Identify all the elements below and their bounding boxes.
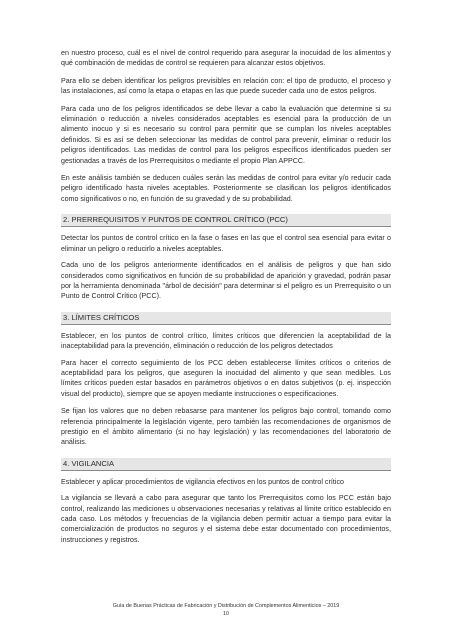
section-lead: Establecer y aplicar procedimientos de vigilancia efectivos en los puntos de control crítico bbox=[61, 477, 344, 486]
section-paragraph: Cada uno de los peligros anteriormente identificados en el análisis de peligros y que han sido considerados como significativos en función de su probabilidad de aparición y gravedad, podrán pasar por la herramienta denominada "árbol de decisión" para determinar si el peligro es un Prerrequisito o un Punto de Control Crítico (PCC). bbox=[61, 261, 391, 301]
section-paragraph: Para hacer el correcto seguimiento de los PCC deben establecerse límites críticos o criterios de aceptabilidad para los peligros, que aseguren la inocuidad del alimento y que sean medibles. Los límites críticos pueden estar basados en parámetros objetivos o en datos subjetivos (p. ej. inspección visual del producto), siempre que se apoyen mediante instrucciones o especificaciones. bbox=[61, 358, 391, 398]
page-content bbox=[61, 48, 391, 552]
section-paragraph: Se fijan los valores que no deben rebasarse para mantener los peligros bajo control, tomando como referencia principalmente la legislación vigente, pero también las recomendaciones de organismos de prestigio en el ámbito alimentario (si no hay legislación) y las recomendaciones del laboratorio de análisis. bbox=[61, 407, 391, 447]
intro-paragraph: En este análisis también se deducen cuáles serán las medidas de control para evitar y/o reducir cada peligro identificado hasta niveles aceptables. Posteriormente se clasifican los peligros identificados como significativos o no, en función de su gravedad y de su probabilidad. bbox=[61, 174, 391, 203]
page-footer: Guía de Buenas Prácticas de Fabricación y Distribución de Complementos Alimenticios – 2019 bbox=[112, 603, 340, 609]
section-heading-vigilancia: 4. VIGILANCIA bbox=[61, 458, 391, 471]
intro-paragraph: Para ello se deben identificar los peligros previsibles en relación con: el tipo de producto, el proceso y las instalaciones, así como la etapa o etapas en las que puede suceder cada uno de estos peligros. bbox=[61, 76, 391, 96]
page-number: 10 bbox=[223, 611, 229, 617]
section-heading-limites-criticos: 3. LÍMITES CRÍTICOS bbox=[61, 312, 391, 325]
section-lead: Establecer, en los puntos de control crítico, límites críticos que diferencien la aceptabilidad de la inaceptabilidad para la prevención, eliminación o reducción de los peligros detectados bbox=[61, 331, 391, 351]
intro-paragraph: Para cada uno de los peligros identificados se debe llevar a cabo la evaluación que determine si su eliminación o reducción a niveles considerados aceptables es esencial para la producción de un alimento inocuo y si es necesario su control para permitir que se cumplan los niveles aceptables definidos. Si es así se deben seleccionar las medidas de control para prevenir, eliminar o reducir los peligros identificados. Las medidas de control para los peligros específicos identificados pueden ser gestionadas a través de los Prerrequisitos o mediante el propio Plan APPCC. bbox=[61, 104, 391, 165]
section-paragraph: La vigilancia se llevará a cabo para asegurar que tanto los Prerrequisitos como los PCC están bajo control, realizando las mediciones u observaciones necesarias y relativas al límite crítico establecido en cada caso. Los métodos y frecuencias de la vigilancia deben permitir actuar a tiempo para evitar la comercialización de productos no seguros y el sistema debe estar documentado con procedimientos, instrucciones y registros. bbox=[61, 494, 391, 544]
section-heading-prerrequisitos: 2. PRERREQUISITOS Y PUNTOS DE CONTROL CRÍTICO (PCC) bbox=[61, 214, 391, 227]
section-lead: Detectar los puntos de control crítico en la fase o fases en las que el control sea esencial para evitar o eliminar un peligro o reducirlo a niveles aceptables. bbox=[61, 234, 391, 253]
intro-paragraph: en nuestro proceso, cuál es el nivel de control requerido para asegurar la inocuidad de los alimentos y qué combinación de medidas de control se requieren para alcanzar estos objetivos. bbox=[61, 49, 391, 68]
